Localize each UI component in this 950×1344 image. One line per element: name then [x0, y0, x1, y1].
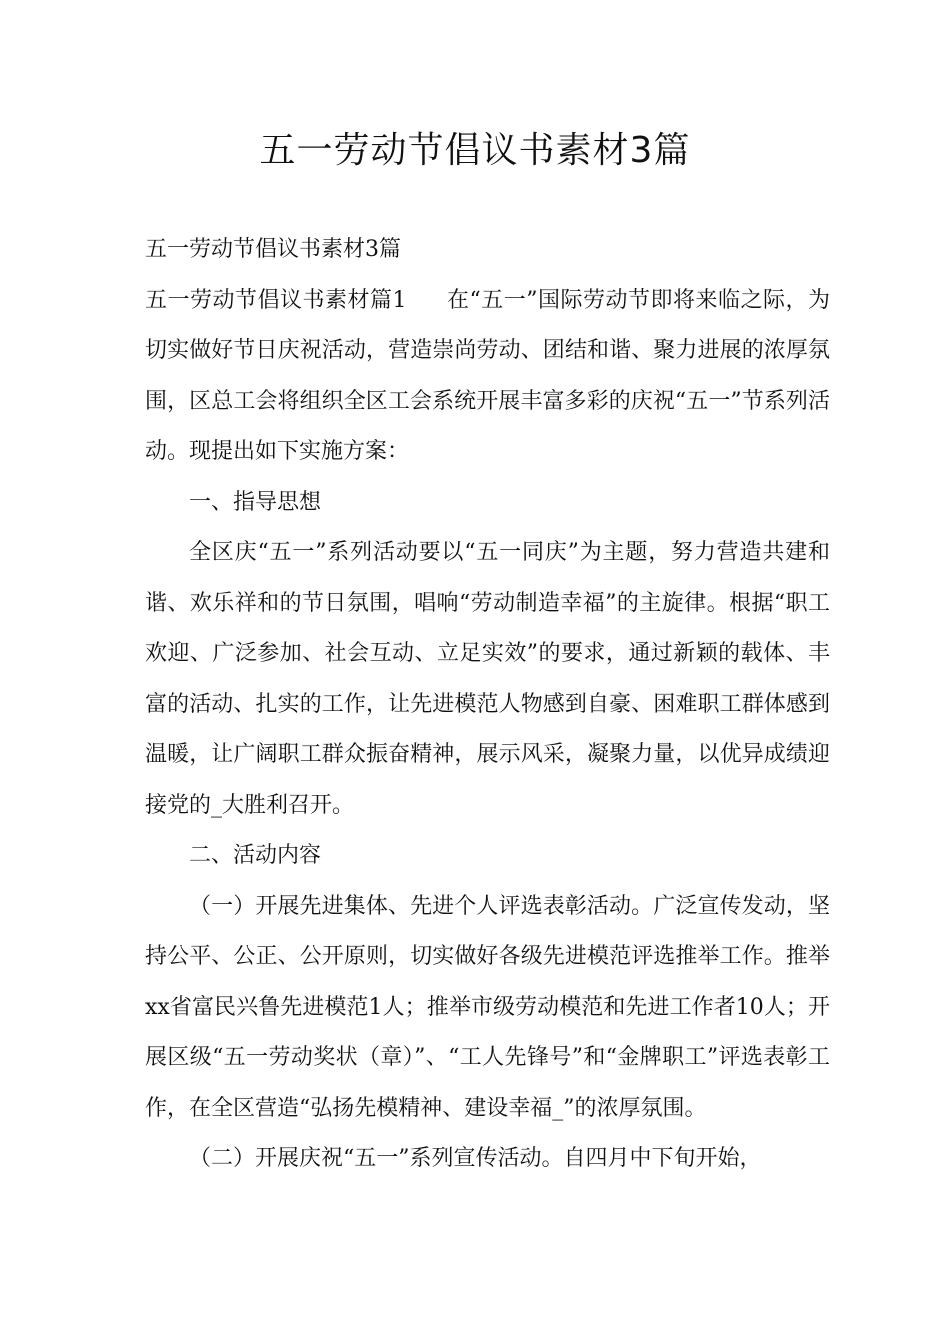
document-title: 五一劳动节倡议书素材3篇	[259, 130, 691, 171]
paragraph-activity-two: （二）开展庆祝“五一”系列宣传活动。自四月中下旬开始，	[189, 1146, 762, 1171]
paragraph-guiding-ideology: 全区庆“五一”系列活动要以“五一同庆”为主题，努力营造共建和谐、欢乐祥和的节日氛围，唱响“劳动制造幸福”的主旋律。根据“职工欢迎、广泛参加、社会互动、立足实效”的要求，通过新颖的载体、丰富的活动、扎实的工作，让先进模范人物感到自豪、困难职工群体感到温暖，让广阔职工群众振奋精神，展示风采，凝聚力量，以优异成绩迎接党的_大胜利召开。	[145, 540, 830, 818]
intro-paragraph	[145, 276, 830, 478]
heading-guiding-ideology: 一、指导思想	[189, 489, 322, 515]
document-body	[145, 225, 830, 1185]
document-subtitle: 五一劳动节倡议书素材3篇	[145, 237, 401, 262]
heading-activity-content: 二、活动内容	[189, 843, 322, 868]
paragraph-activity-one: （一）开展先进集体、先进个人评选表彰活动。广泛宣传发动，坚持公平、公正、公开原则，切实做好各级先进模范评选推举工作。推举xx省富民兴鲁先进模范1人；推举市级劳动模范和先进工作者10人；开展区级“五一劳动奖状（章）”、“工人先锋号”和“金牌职工”评选表彰工作，在全区营造“弘扬先模精神、建设幸福_”的浓厚氛围。	[145, 893, 830, 1121]
section-label: 五一劳动节倡议书素材篇1	[145, 287, 407, 313]
intro-text: 在“五一”国际劳动节即将来临之际，为切实做好节日庆祝活动，营造崇尚劳动、团结和谐、聚力进展的浓厚氛围，区总工会将组织全区工会系统开展丰富多彩的庆祝“五一”节系列活动。现提出如下实施方案：	[145, 287, 830, 464]
